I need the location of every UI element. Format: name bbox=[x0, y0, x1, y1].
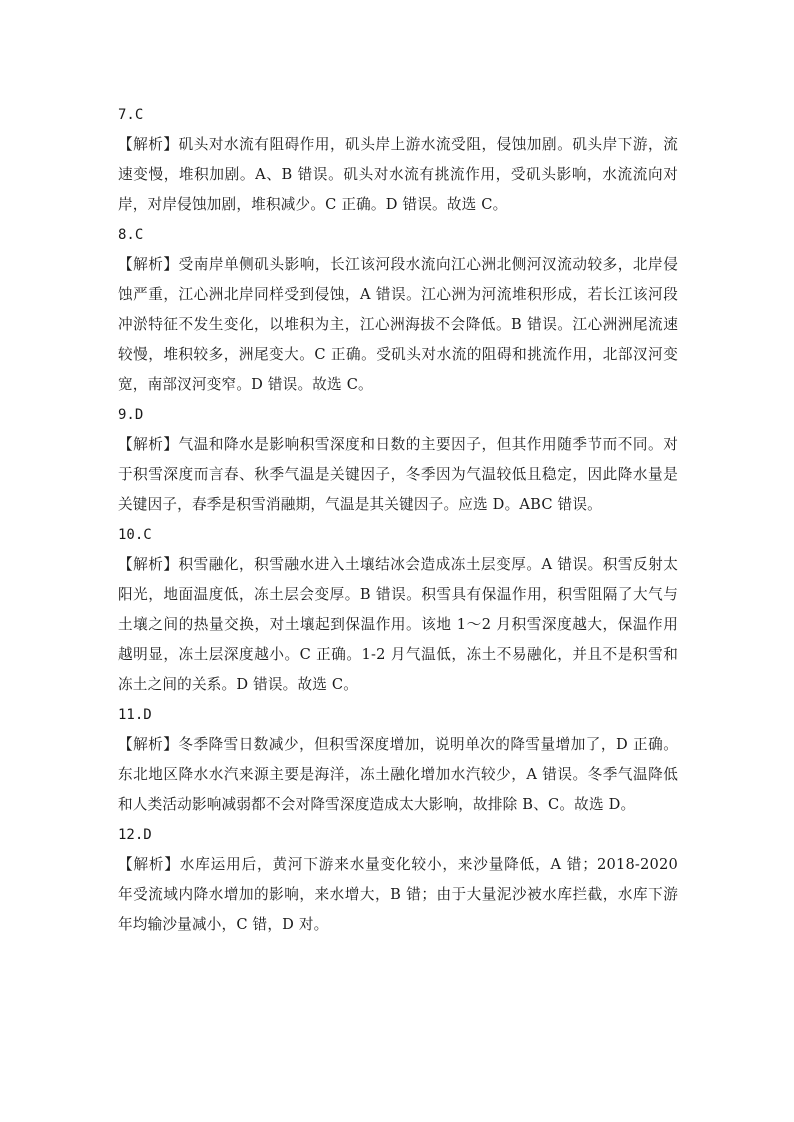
answer-number-8: 8.C bbox=[118, 227, 144, 243]
explanation-12: 【解析】水库运用后，黄河下游来水量变化较小，来沙量降低，A 错；2018-2020 年受流域内降水增加的影响，来水增大，B 错；由于大量泥沙被水库拦截，水库下游年均输沙量减小，C 错，D 对。 bbox=[118, 856, 678, 933]
answer-number-7: 7.C bbox=[118, 107, 144, 123]
answer-number-10: 10.C bbox=[118, 527, 152, 543]
explanation-9: 【解析】气温和降水是影响积雪深度和日数的主要因子，但其作用随季节而不同。对于积雪深度而言春、秋季气温是关键因子，冬季因为气温较低且稳定，因此降水量是关键因子，春季是积雪消融期，气温是其关键因子。应选 D。ABC 错误。 bbox=[118, 436, 678, 513]
explanation-10: 【解析】积雪融化，积雪融水进入土壤结冰会造成冻土层变厚。A 错误。积雪反射太阳光，地面温度低，冻土层会变厚。B 错误。积雪具有保温作用，积雪阻隔了大气与土壤之间的热量交换，对土壤起到保温作用。该地 1～2 月积雪深度越大，保温作用越明显，冻土层深度越小。C 正确。1-2 月气温低，冻土不易融化，并且不是积雪和冻土之间的关系。D 错误。故选 C。 bbox=[118, 556, 678, 693]
explanation-8: 【解析】受南岸单侧矶头影响，长江该河段水流向江心洲北侧河汊流动较多，北岸侵蚀严重，江心洲北岸同样受到侵蚀，A 错误。江心洲为河流堆积形成，若长江该河段冲淤特征不发生变化，以堆积为主，江心洲海拔不会降低。B 错误。江心洲洲尾流速较慢，堆积较多，洲尾变大。C 正确。受矶头对水流的阻碍和挑流作用，北部汊河变宽，南部汊河变窄。D 错误。故选 C。 bbox=[118, 256, 678, 393]
explanation-11: 【解析】冬季降雪日数减少，但积雪深度增加，说明单次的降雪量增加了，D 正确。东北地区降水水汽来源主要是海洋，冻土融化增加水汽较少，A 错误。冬季气温降低和人类活动影响减弱都不会对降雪深度造成太大影响，故排除 B、C。故选 D。 bbox=[118, 736, 678, 813]
answer-explanations bbox=[118, 100, 678, 940]
answer-number-11: 11.D bbox=[118, 707, 152, 723]
answer-number-12: 12.D bbox=[118, 827, 152, 843]
answer-number-9: 9.D bbox=[118, 407, 144, 423]
explanation-7: 【解析】矶头对水流有阻碍作用，矶头岸上游水流受阻，侵蚀加剧。矶头岸下游，流速变慢，堆积加剧。A、B 错误。矶头对水流有挑流作用，受矶头影响，水流流向对岸，对岸侵蚀加剧，堆积减少。C 正确。D 错误。故选 C。 bbox=[118, 136, 678, 213]
